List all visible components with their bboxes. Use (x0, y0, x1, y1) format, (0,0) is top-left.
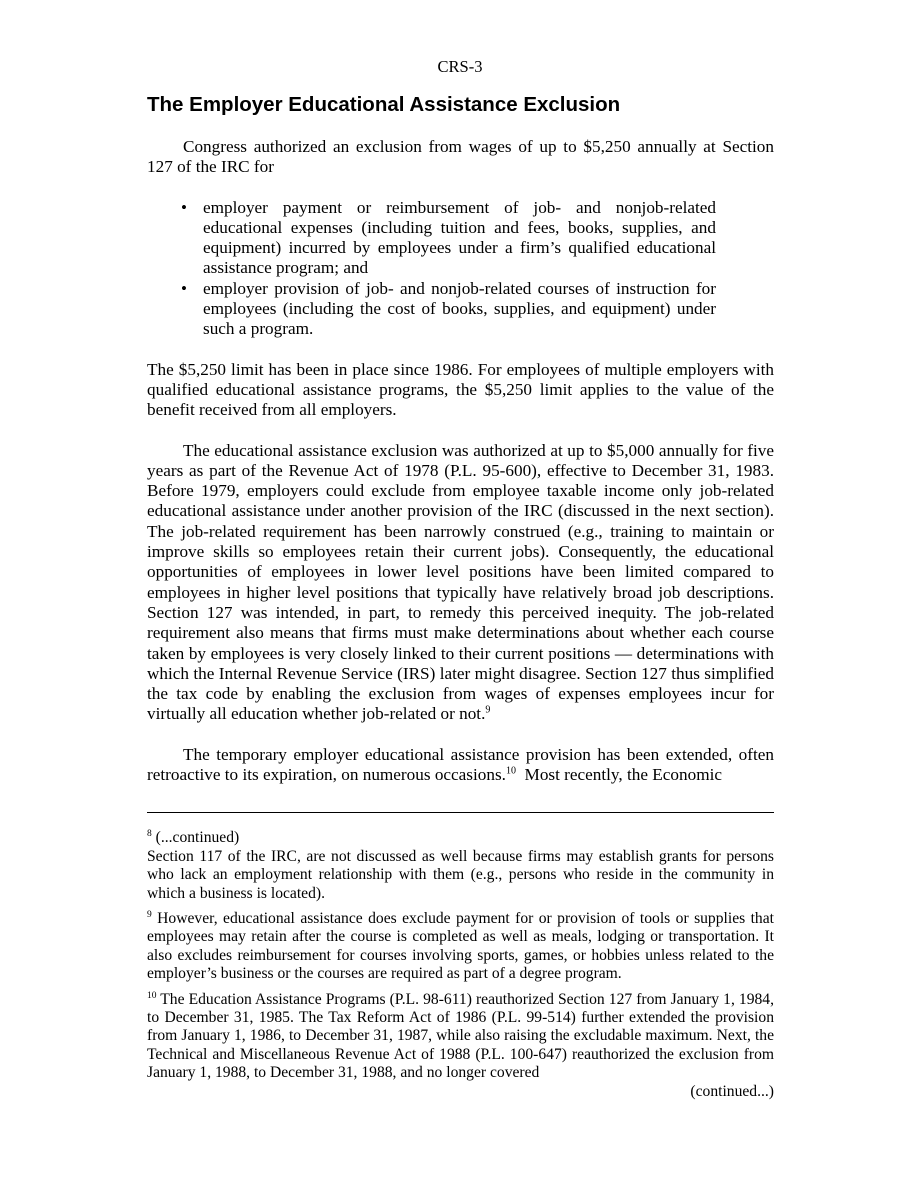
footnote-9 (147, 910, 774, 984)
list-item (181, 279, 716, 340)
footnote-ref-10: 10 (505, 765, 516, 777)
bullet-list (147, 198, 716, 340)
footnote-mark: 8 (147, 829, 152, 840)
bullet-text: employer provision of job- and nonjob-related courses of instruction for employees (including the cost of books, supplies, and equipment) under such a program. (203, 278, 716, 339)
footnote-8-continued (147, 829, 774, 847)
footnote-text: However, educational assistance does exclude payment for or provision of tools or supplies that employees may retain after the course is completed as well as meals, lodging or transportation. It also excludes reimbursement for courses involving sports, games, or hobbies unless related to the employer’s business or the courses are required as part of a degree program. (147, 909, 774, 983)
bullet-text: employer payment or reimbursement of job- and nonjob-related educational expenses (including tuition and fees, books, supplies, and equipment) incurred by employees under a firm’s qualified educational assistance program; and (203, 197, 716, 278)
footnote-text: Section 117 of the IRC, are not discussed as well because firms may establish grants for persons who lack an employment relationship with them (e.g., persons who reside in the community in which a business is located). (147, 847, 774, 902)
continued-label: (continued...) (690, 1082, 774, 1100)
footnote-mark: 10 (147, 990, 157, 1001)
bullet-icon: • (181, 278, 187, 298)
temporary-text: The temporary employer educational assistance provision has been extended, often retroactive to its expiration, on numerous occasions. (147, 744, 774, 785)
page-number: CRS-3 (437, 57, 483, 76)
section-heading: The Employer Educational Assistance Exclusion (147, 93, 621, 116)
document-body (147, 92, 774, 1101)
intro-paragraph: Congress authorized an exclusion from wages of up to $5,250 annually at Section 127 of the IRC for (147, 137, 774, 177)
footnote-text: (...continued) (151, 829, 240, 847)
footnote-text: The Education Assistance Programs (P.L. 98-611) reauthorized Section 127 from January 1, 1984, to December 31, 1985. The Tax Reform Act of 1986 (P.L. 99-514) further extended the provision from January 1, 1986, to December 31, 1987, while also raising the excludable maximum. Next, the Technical and Miscellaneous Revenue Act of 1988 (P.L. 100-647) reauthorized the exclusion from January 1, 1988, to December 31, 1988, and no longer covered (147, 990, 774, 1082)
footnote-10 (147, 991, 774, 1083)
footnote-8-body (147, 848, 774, 903)
list-item (181, 198, 716, 279)
footnotes (147, 829, 774, 1101)
footnote-ref-9: 9 (485, 704, 491, 716)
limit-paragraph: The $5,250 limit has been in place since 1986. For employees of multiple employers with qualified educational assistance programs, the $5,250 limit applies to the value of the benefit received from all employers. (147, 359, 774, 420)
bullet-icon: • (181, 197, 187, 217)
temporary-paragraph (147, 745, 774, 786)
footnote-mark: 9 (147, 909, 152, 920)
history-text: The educational assistance exclusion was authorized at up to $5,000 annually for five years as part of the Revenue Act of 1978 (P.L. 95-600), effective to December 31, 1983. Before 1979, employers could exclude from employee taxable income only job-related educational assistance under another provision of the IRC (discussed in the next section). The job-related requirement has been narrowly construed (e.g., training to maintain or improve skills so employees retain their current jobs). Consequently, the educational opportunities of employees in lower level positions have been limited compared to employees in higher level positions that typically have relatively broad job descriptions. Section 127 was intended, in part, to remedy this perceived inequity. The job-related requirement also means that firms must make determinations about whether each course taken by employees is very closely linked to their current positions — determinations with which the Internal Revenue Service (IRS) later might disagree. Section 127 thus simplified the tax code by enabling the exclusion from wages of expenses employees incur for virtually all education whether job-related or not. (147, 440, 774, 724)
history-paragraph (147, 441, 774, 725)
temporary-tail: Most recently, the Economic (515, 765, 722, 785)
footnote-divider (147, 812, 774, 813)
